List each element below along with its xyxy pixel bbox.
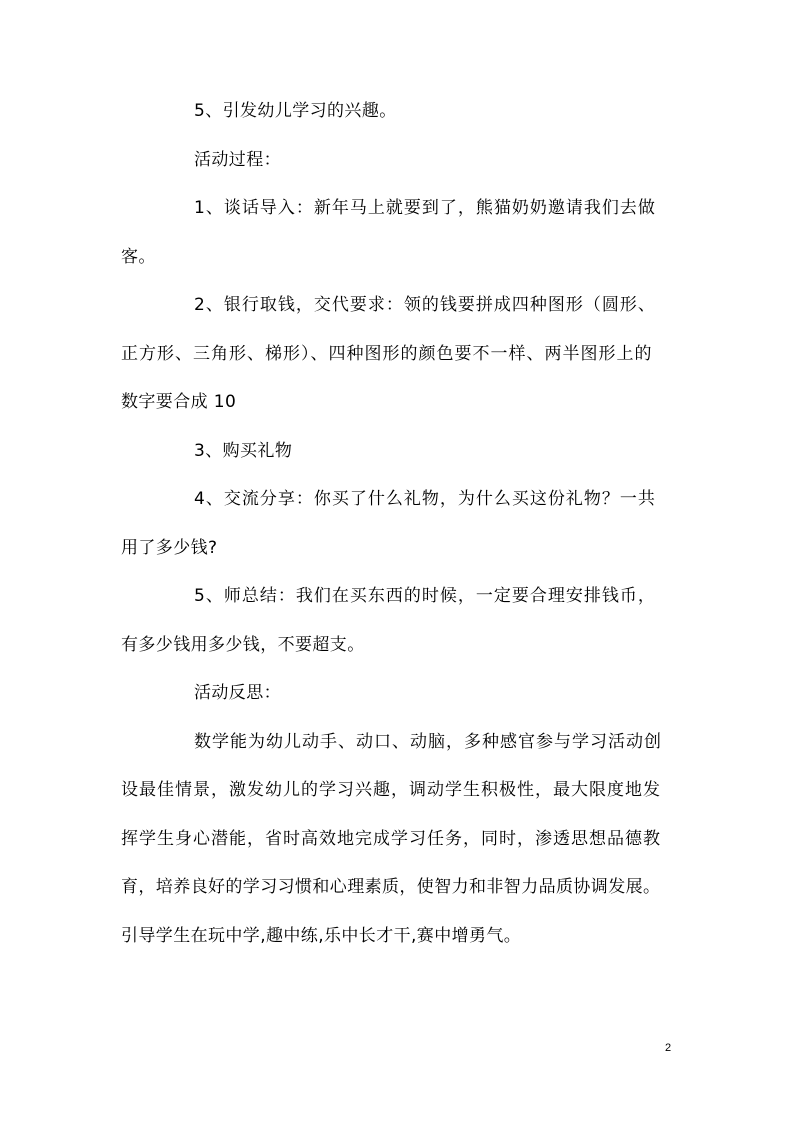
page-number: 2: [665, 1042, 672, 1054]
paragraph-reflection-line-4: 育，培养良好的学习习惯和心理素质，使智力和非智力品质协调发展。: [121, 877, 661, 897]
paragraph-step-1-line-1: 1、谈话导入：新年马上就要到了，熊猫奶奶邀请我们去做: [194, 198, 656, 218]
paragraph-goal-5: 5、引发幼儿学习的兴趣。: [194, 101, 397, 121]
paragraph-reflection-line-5: 引导学生在玩中学,趣中练,乐中长才干,赛中增勇气。: [121, 926, 522, 946]
heading-activity-process: 活动过程：: [194, 150, 281, 170]
paragraph-step-2-line-2: 正方形、三角形、梯形）、四种图形的颜色要不一样、两半图形上的: [121, 344, 653, 364]
paragraph-reflection-line-3: 挥学生身心潜能，省时高效地完成学习任务，同时，渗透思想品德教: [121, 829, 661, 849]
paragraph-reflection-line-1: 数学能为幼儿动手、动口、动脑，多种感官参与学习活动创: [194, 732, 662, 752]
paragraph-step-5-line-1: 5、师总结：我们在买东西的时候，一定要合理安排钱币，: [194, 586, 656, 606]
paragraph-step-4-line-2: 用了多少钱?: [121, 538, 218, 558]
paragraph-step-4-line-1: 4、交流分享：你买了什么礼物，为什么买这份礼物？一共: [194, 489, 656, 509]
paragraph-step-2-line-3: 数字要合成 10: [121, 392, 237, 412]
paragraph-step-1-line-2: 客。: [121, 247, 156, 267]
paragraph-reflection-line-2: 设最佳情景，激发幼儿的学习兴趣，调动学生积极性，最大限度地发: [121, 780, 661, 800]
paragraph-step-5-line-2: 有多少钱用多少钱，不要超支。: [121, 635, 365, 655]
paragraph-step-3: 3、购买礼物: [194, 441, 293, 461]
heading-activity-reflection: 活动反思：: [194, 683, 281, 703]
paragraph-step-2-line-1: 2、银行取钱，交代要求：领的钱要拼成四种图形（圆形、: [194, 295, 656, 315]
